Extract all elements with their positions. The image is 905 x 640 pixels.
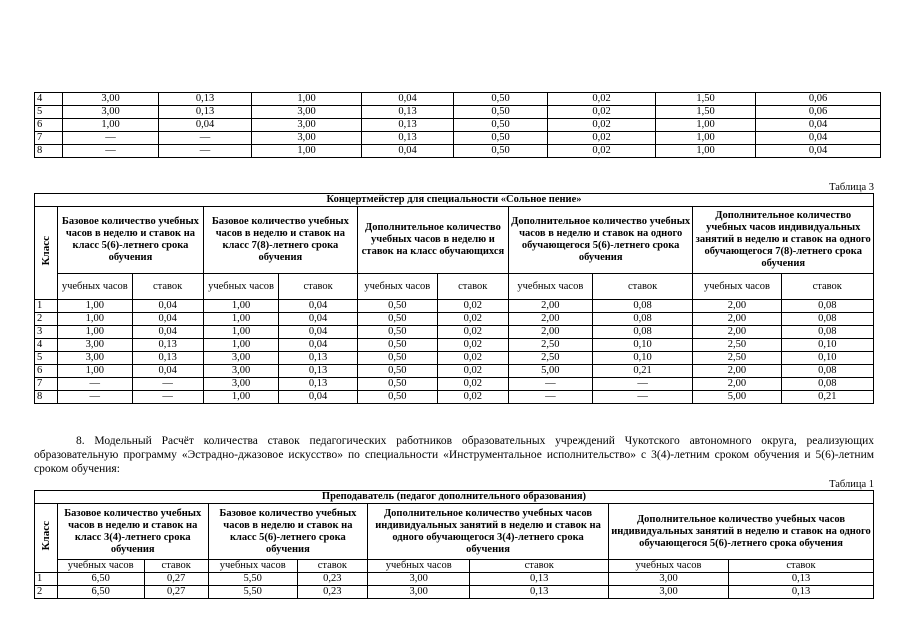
- table-cell: 0,04: [279, 339, 358, 352]
- group-header: Базовое количество учебных часов в неделю и ставок на класс 3(4)-летнего срока обучения: [57, 504, 208, 560]
- class-number-cell: 2: [35, 313, 58, 326]
- table-cell: 0,04: [132, 300, 203, 313]
- table1-title: Преподаватель (педагог дополнительного образования): [35, 491, 874, 504]
- table-cell: 2,00: [508, 313, 592, 326]
- table-cell: 3,00: [609, 586, 729, 599]
- table-cell: 0,04: [756, 132, 881, 145]
- table-row: [35, 573, 874, 586]
- table-cell: —: [159, 145, 252, 158]
- table-cell: 0,50: [357, 339, 437, 352]
- table-cell: 0,50: [454, 145, 548, 158]
- table-cell: 0,04: [756, 145, 881, 158]
- table-cell: 2,00: [693, 313, 781, 326]
- table-cell: 2,50: [693, 339, 781, 352]
- table-cell: 1,50: [656, 106, 756, 119]
- table-cell: 0,23: [297, 573, 367, 586]
- table-cell: 0,13: [470, 586, 609, 599]
- table-cell: 5,50: [208, 586, 297, 599]
- group-header: Дополнительное количество учебных часов в неделю и ставок на одного обучающегося 5(6)-летнего срока обучения: [508, 207, 693, 274]
- subheader-cell: ставок: [437, 274, 508, 300]
- table-cell: 3,00: [203, 378, 278, 391]
- subheader-cell: ставок: [297, 560, 367, 573]
- table-cell: 1,00: [656, 132, 756, 145]
- table-cell: 0,02: [548, 93, 656, 106]
- subheader-cell: учебных часов: [57, 560, 144, 573]
- table-cell: 3,00: [252, 132, 362, 145]
- table-cell: —: [58, 391, 132, 404]
- table-cell: 2,00: [693, 378, 781, 391]
- table-cell: —: [159, 132, 252, 145]
- table-cell: 1,00: [58, 313, 132, 326]
- subheader-cell: ставок: [729, 560, 874, 573]
- class-number-cell: 8: [35, 145, 63, 158]
- table-cell: 1,00: [203, 326, 278, 339]
- group-header: Дополнительное количество учебных часов в неделю и ставок на класс обучающихся: [357, 207, 508, 274]
- class-number-cell: 4: [35, 339, 58, 352]
- table-cell: 1,50: [656, 93, 756, 106]
- table-row: [35, 313, 874, 326]
- table-row: [35, 339, 874, 352]
- table-cell: 0,02: [437, 326, 508, 339]
- table-cell: 2,00: [508, 300, 592, 313]
- table3: [34, 193, 874, 404]
- table-cell: 0,21: [781, 391, 873, 404]
- table-cell: 1,00: [203, 339, 278, 352]
- table-cell: 3,00: [63, 93, 159, 106]
- table-row: [35, 106, 881, 119]
- table-cell: 0,02: [548, 132, 656, 145]
- table-cell: 1,00: [58, 300, 132, 313]
- table-cell: 2,00: [693, 300, 781, 313]
- table-cell: 0,04: [132, 313, 203, 326]
- class-number-cell: 2: [35, 586, 58, 599]
- paragraph-8: 8. Модельный Расчёт количества ставок педагогических работников образовательных учреждений Чукотского автономного округа, реализующих образовательную программу «Эстрадно-джазовое искусство» по специальности «Инструментальное исполнительство» с 3(4)-летним сроком обучения и 5(6)-летним сроком обучения:: [34, 435, 874, 475]
- class-number-cell: 3: [35, 326, 58, 339]
- table1: [34, 490, 874, 599]
- table-cell: 0,13: [159, 93, 252, 106]
- table1-caption: Таблица 1: [829, 479, 874, 490]
- table-cell: 6,50: [57, 586, 144, 599]
- subheader-cell: учебных часов: [609, 560, 729, 573]
- table-cell: —: [63, 132, 159, 145]
- table-cell: 2,00: [693, 365, 781, 378]
- table3-caption: Таблица 3: [829, 182, 874, 193]
- class-header: [35, 504, 58, 573]
- table-cell: 0,13: [362, 119, 454, 132]
- table-cell: 1,00: [656, 145, 756, 158]
- table-cell: 3,00: [63, 106, 159, 119]
- table-cell: 0,06: [756, 106, 881, 119]
- table-row: [35, 586, 874, 599]
- table-cell: 0,02: [437, 313, 508, 326]
- class-number-cell: 4: [35, 93, 63, 106]
- class-number-cell: 8: [35, 391, 58, 404]
- table-cell: 0,13: [159, 106, 252, 119]
- subheader-cell: учебных часов: [508, 274, 592, 300]
- table-row: [35, 378, 874, 391]
- table-cell: 3,00: [58, 352, 132, 365]
- table-cell: 0,02: [437, 378, 508, 391]
- table-cell: 5,00: [693, 391, 781, 404]
- table-cell: 0,23: [297, 586, 367, 599]
- class-number-cell: 6: [35, 119, 63, 132]
- table-cell: 0,50: [357, 365, 437, 378]
- table-cell: 3,00: [252, 119, 362, 132]
- table-cell: 0,04: [159, 119, 252, 132]
- class-header: [35, 207, 58, 300]
- table-cell: 1,00: [63, 119, 159, 132]
- table-cell: 0,02: [548, 145, 656, 158]
- table-cell: 0,13: [729, 586, 874, 599]
- table-cell: 0,08: [781, 326, 873, 339]
- table-cell: 0,50: [357, 352, 437, 365]
- subheader-cell: учебных часов: [58, 274, 132, 300]
- table-cell: 0,50: [357, 313, 437, 326]
- subheader-cell: ставок: [781, 274, 873, 300]
- table-cell: 0,50: [357, 378, 437, 391]
- class-number-cell: 6: [35, 365, 58, 378]
- table-cell: 5,50: [208, 573, 297, 586]
- table-cell: 0,04: [756, 119, 881, 132]
- table-cell: 0,27: [144, 573, 208, 586]
- class-number-cell: 5: [35, 106, 63, 119]
- table-cell: —: [58, 378, 132, 391]
- table-cell: 0,08: [592, 300, 693, 313]
- table-cell: 0,02: [437, 391, 508, 404]
- table-cell: 0,08: [781, 378, 873, 391]
- table-cell: 2,50: [508, 339, 592, 352]
- group-header: Базовое количество учебных часов в неделю и ставок на класс 5(6)-летнего срока обучения: [208, 504, 367, 560]
- class-number-cell: 1: [35, 300, 58, 313]
- table-cell: 0,04: [279, 300, 358, 313]
- table-cell: 0,10: [781, 352, 873, 365]
- table-cell: 0,50: [454, 106, 548, 119]
- table-cell: 0,50: [454, 132, 548, 145]
- table-cell: 0,08: [781, 300, 873, 313]
- table-cell: 0,04: [279, 313, 358, 326]
- table-cell: 0,27: [144, 586, 208, 599]
- table-cell: —: [132, 378, 203, 391]
- subheader-cell: ставок: [279, 274, 358, 300]
- subheader-cell: учебных часов: [203, 274, 278, 300]
- table-cell: —: [132, 391, 203, 404]
- table-cell: 0,13: [279, 378, 358, 391]
- table-cell: 0,02: [437, 352, 508, 365]
- subheader-cell: ставок: [144, 560, 208, 573]
- table-cell: 2,50: [508, 352, 592, 365]
- subheader-cell: ставок: [592, 274, 693, 300]
- table-cell: 0,04: [132, 326, 203, 339]
- table-cell: 1,00: [203, 300, 278, 313]
- table-cell: 3,00: [609, 573, 729, 586]
- table-cell: 6,50: [57, 573, 144, 586]
- table-cell: 0,13: [279, 352, 358, 365]
- class-number-cell: 7: [35, 132, 63, 145]
- table-cell: 0,50: [454, 93, 548, 106]
- table-cell: 0,04: [132, 365, 203, 378]
- table-cell: 0,04: [279, 326, 358, 339]
- table-cell: 1,00: [58, 365, 132, 378]
- table-row: [35, 352, 874, 365]
- table-cell: 3,00: [252, 106, 362, 119]
- class-label: Класс: [40, 236, 53, 266]
- subheader-cell: ставок: [470, 560, 609, 573]
- table-row: [35, 391, 874, 404]
- table-cell: —: [63, 145, 159, 158]
- group-header: Базовое количество учебных часов в неделю и ставок на класс 5(6)-летнего срока обучения: [58, 207, 204, 274]
- group-header: Дополнительное количество учебных часов индивидуальных занятий в неделю и ставок на одного обучающегося 7(8)-летнего срока обучения: [693, 207, 874, 274]
- group-header: Базовое количество учебных часов в неделю и ставок на класс 7(8)-летнего срока обучения: [203, 207, 357, 274]
- table-cell: 3,00: [203, 365, 278, 378]
- table-cell: 0,13: [362, 106, 454, 119]
- table-cell: 0,10: [592, 339, 693, 352]
- class-number-cell: 7: [35, 378, 58, 391]
- class-number-cell: 5: [35, 352, 58, 365]
- table-cell: —: [508, 391, 592, 404]
- table-cell: 0,04: [279, 391, 358, 404]
- class-number-cell: 1: [35, 573, 58, 586]
- table-cell: 2,00: [508, 326, 592, 339]
- table-cell: 1,00: [58, 326, 132, 339]
- table-cell: 0,02: [548, 106, 656, 119]
- table-cell: 0,50: [357, 391, 437, 404]
- subheader-cell: учебных часов: [357, 274, 437, 300]
- table-cell: 0,13: [362, 132, 454, 145]
- table-row: [35, 365, 874, 378]
- table-cell: 0,08: [781, 365, 873, 378]
- table-cell: —: [592, 378, 693, 391]
- table-cell: 0,04: [362, 145, 454, 158]
- table-cell: 1,00: [252, 93, 362, 106]
- group-header: Дополнительное количество учебных часов индивидуальных занятий в неделю и ставок на одного обучающегося 3(4)-летнего срока обучения: [368, 504, 609, 560]
- table-row: [35, 145, 881, 158]
- table-cell: 0,10: [592, 352, 693, 365]
- table-cell: 0,06: [756, 93, 881, 106]
- table-cell: 0,13: [729, 573, 874, 586]
- table-cell: 0,13: [279, 365, 358, 378]
- table-cell: 3,00: [368, 573, 470, 586]
- table-cell: —: [592, 391, 693, 404]
- table-row: [35, 326, 874, 339]
- subheader-cell: учебных часов: [693, 274, 781, 300]
- table-cell: 0,50: [357, 300, 437, 313]
- subheader-cell: ставок: [132, 274, 203, 300]
- table-cell: 0,02: [437, 339, 508, 352]
- table-row: [35, 300, 874, 313]
- group-header: Дополнительное количество учебных часов индивидуальных занятий в неделю и ставок на одного обучающегося 5(6)-летнего срока обучения: [609, 504, 874, 560]
- table-cell: —: [508, 378, 592, 391]
- table-cell: 3,00: [203, 352, 278, 365]
- subheader-cell: учебных часов: [208, 560, 297, 573]
- table-cell: 0,08: [592, 313, 693, 326]
- table-cell: 2,00: [693, 326, 781, 339]
- table-row: [35, 93, 881, 106]
- table-cell: 0,13: [470, 573, 609, 586]
- table-cell: 2,50: [693, 352, 781, 365]
- table-cell: 0,21: [592, 365, 693, 378]
- table-cell: 5,00: [508, 365, 592, 378]
- table-row: [35, 132, 881, 145]
- table-cell: 1,00: [252, 145, 362, 158]
- class-label: Класс: [39, 521, 52, 551]
- table-cell: 3,00: [368, 586, 470, 599]
- table-cell: 3,00: [58, 339, 132, 352]
- table-cell: 1,00: [203, 313, 278, 326]
- table-cell: 0,08: [592, 326, 693, 339]
- table-cell: 0,02: [437, 300, 508, 313]
- table-cell: 0,50: [454, 119, 548, 132]
- table-cell: 0,04: [362, 93, 454, 106]
- table3-title: Концертмейстер для специальности «Сольное пение»: [35, 194, 874, 207]
- table-cell: 0,10: [781, 339, 873, 352]
- table-cell: 0,08: [781, 313, 873, 326]
- table-cell: 1,00: [203, 391, 278, 404]
- subheader-cell: учебных часов: [368, 560, 470, 573]
- table-cell: 0,02: [437, 365, 508, 378]
- table-cell: 0,13: [132, 339, 203, 352]
- table-cell: 0,02: [548, 119, 656, 132]
- table-cell: 0,50: [357, 326, 437, 339]
- table-row: [35, 119, 881, 132]
- table-cell: 1,00: [656, 119, 756, 132]
- table-cell: 0,13: [132, 352, 203, 365]
- continued-table: [34, 92, 881, 158]
